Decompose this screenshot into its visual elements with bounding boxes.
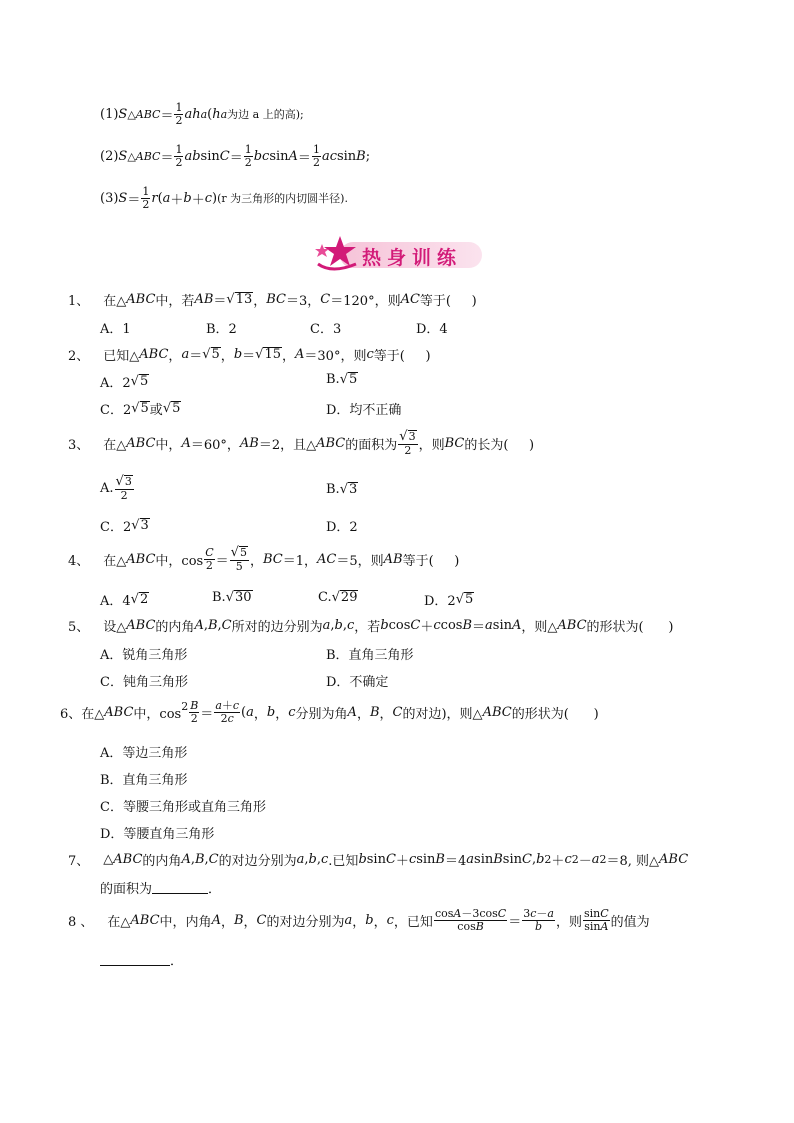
q6-option-d: D．等腰直角三角形: [100, 827, 215, 842]
question-8-cont: ．: [100, 950, 183, 969]
q5-option-b: B．直角三角形: [326, 648, 414, 663]
formula-3-tail: (r 为三角形的内切圆半径).: [217, 192, 348, 206]
q5-option-d: D．不确定: [326, 675, 389, 690]
q2-option-b: B. √ 5: [326, 372, 358, 388]
q1-option-b: B．2: [206, 322, 237, 337]
question-2-number: 2、: [68, 349, 90, 364]
q6-option-c: C．等腰三角形或直角三角形: [100, 800, 266, 815]
q4-option-c: C. √ 29: [318, 590, 358, 606]
q5-option-c: C．钝角三角形: [100, 675, 188, 690]
formula-3-prefix: (3): [100, 190, 119, 206]
question-2: 2、 已知△ ABC ， a ＝ √ 5 ， b ＝ √ 15 ， A ＝30°，则 c 等于( ): [68, 346, 431, 364]
q2-option-d: D．均不正确: [326, 403, 402, 418]
question-7: 7、 △ ABC 的内角 A , B , C 的对边分别为 a , b , c .已知 b sin C ＋ c sin B ＝4 a sin B sin C , b 2 ＋ c 2 － a 2 ＝8, 则△ ABC: [68, 852, 689, 869]
q3-option-c: C．2 √ 3: [100, 517, 149, 535]
question-4: 4、 在△ ABC 中，cos $\frac{C}{2}$ ＝ √ 5 5 ， BC ＝1， AC ＝5，则 AB 等于( ): [68, 545, 460, 573]
question-5-number: 5、: [68, 620, 90, 635]
q1-option-a: A．1: [100, 322, 131, 337]
question-1: 1、 在△ ABC 中，若 AB ＝ √ 13 ， BC ＝3， C ＝120°，则 AC 等于( ): [68, 291, 477, 309]
question-5: 5、 设△ ABC 的内角 A , B , C 所对的边分别为 a , b , c ，若 b cos C ＋ c cos B ＝ a sin A ，则△ ABC 的形状为( ): [68, 618, 674, 635]
question-7-cont: 的面积为 ．: [100, 882, 222, 897]
formula-1-prefix: (1): [100, 106, 119, 122]
question-8-number: 8 、: [68, 914, 94, 930]
section-banner: [312, 234, 482, 272]
q6-option-a: A．等边三角形: [100, 746, 188, 761]
q4-option-b: B. √ 30: [212, 590, 252, 606]
formula-1: (1) S △ABC ＝ $\frac{1}{2}$ ah a ( h a 为边 a 上的高);: [100, 101, 304, 127]
q2-option-c: C．2 √ 5 或 √ 5: [100, 400, 181, 418]
q3-option-b: B. √ 3: [326, 482, 358, 498]
formula-1-tail: 为边 a 上的高);: [227, 108, 304, 122]
question-3-number: 3、: [68, 437, 90, 453]
q2-option-a: A．2 √ 5: [100, 373, 149, 391]
q3-option-d: D．2: [326, 520, 358, 535]
q3-option-a: A. √ 3 2: [100, 474, 132, 502]
q7-answer-blank[interactable]: [152, 881, 208, 894]
question-1-number: 1、: [68, 294, 90, 309]
question-8: 8 、 在△ ABC 中，内角 A ， B ， C 的对边分别为 a ， b ， c ，已知 $\frac{\cos A-3\cos C}{\cos B}$ ＝ $\frac{3c-a}{b}$ ，则 $\frac{\sin C}{\sin A}$ 的值为: [68, 907, 650, 933]
formula-3: (3) S ＝ $\frac{1}{2}$ r ( a ＋ b ＋ c ) (r 为三角形的内切圆半径).: [100, 185, 348, 211]
question-4-number: 4、: [68, 553, 90, 569]
formula-2: (2) S △ABC ＝ $\frac{1}{2}$ ab sin C ＝ $\frac{1}{2}$ bc sin A ＝ $\frac{1}{2}$ ac sin B ;: [100, 143, 371, 169]
q6-option-b: B．直角三角形: [100, 773, 188, 788]
q4-option-d: D．2 √ 5: [424, 591, 474, 609]
question-6-number: 6、: [60, 706, 82, 722]
q4-option-a: A．4 √ 2: [100, 591, 149, 609]
banner-title: 热身训练: [362, 247, 463, 269]
question-3: 3、 在△ ABC 中， A ＝60°， AB ＝2，且△ ABC 的面积为 √ 3 2 ，则 BC 的长为( ): [68, 429, 535, 457]
formula-2-prefix: (2): [100, 148, 119, 164]
question-6: 6、 在△ ABC 中，cos 2 $\frac{B}{2}$ ＝ $\frac{a+c}{2c}$ ( a ， b ， c 分别为角 A ， B ， C 的对边)，则△ ABC 的形状为( ): [60, 699, 599, 725]
q1-option-d: D．4: [416, 322, 448, 337]
q8-answer-blank[interactable]: [100, 953, 170, 966]
question-7-number: 7、: [68, 854, 90, 869]
q5-option-a: A．锐角三角形: [100, 648, 188, 663]
q1-option-c: C．3: [310, 322, 342, 337]
